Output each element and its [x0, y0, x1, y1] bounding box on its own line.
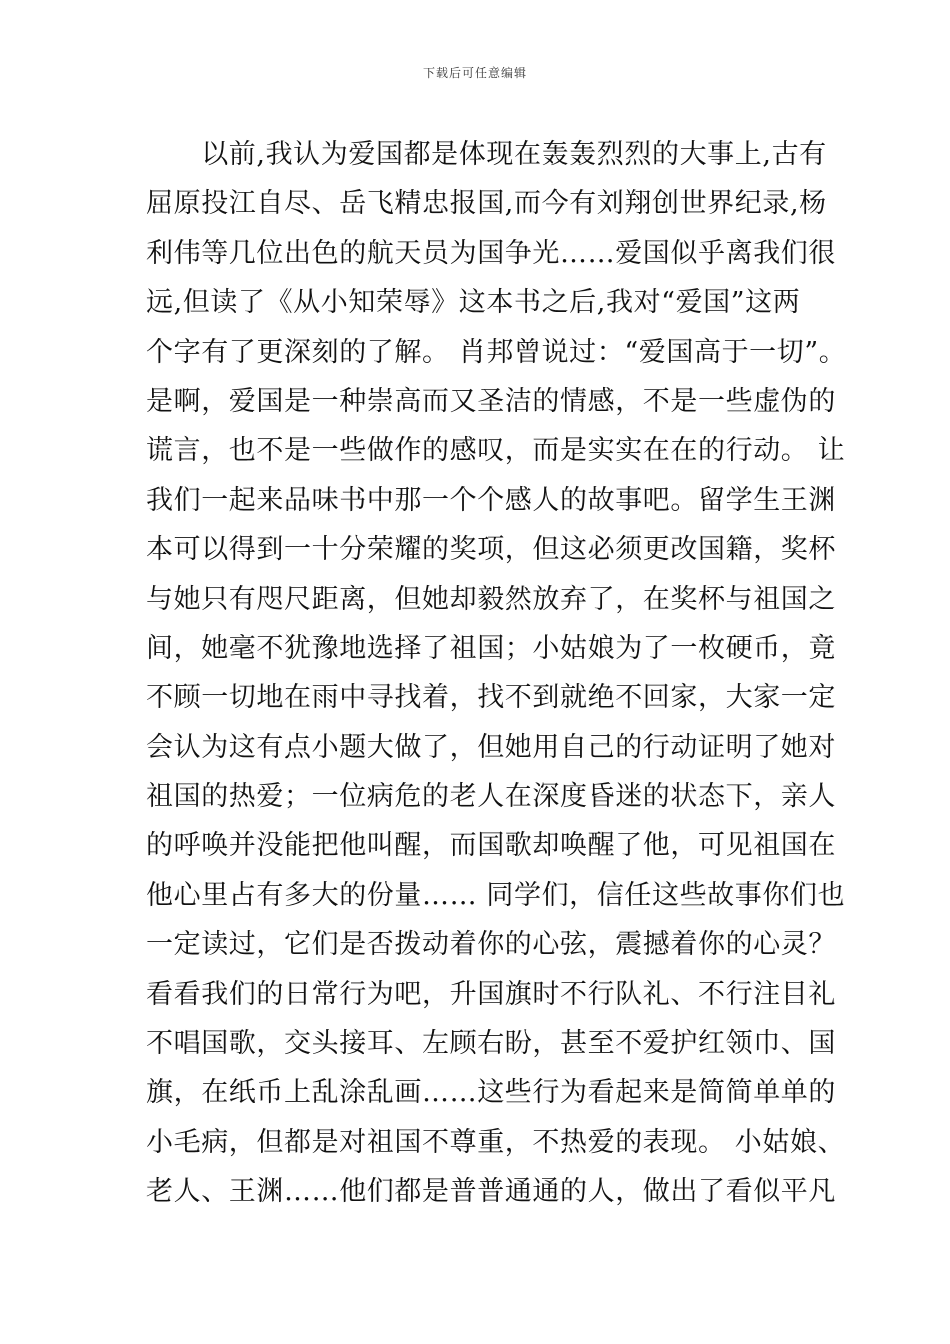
essay-line: 与她只有咫尺距离，但她却毅然放弃了，在奖杯与祖国之 — [146, 583, 836, 615]
essay-line: 是啊，爱国是一种崇高而又圣洁的情感，不是一些虚伪的 — [146, 385, 836, 417]
essay-line: 旗，在纸币上乱涂乱画……这些行为看起来是简简单单的 — [146, 1077, 836, 1109]
essay-line: 谎言，也不是一些做作的感叹，而是实实在在的行动。 让 — [146, 435, 846, 467]
essay-line: 远,但读了《从小知荣辱》这本书之后,我对“爱国”这两 — [146, 287, 801, 319]
essay-line: 个字有了更深刻的了解。 肖邦曾说过：“爱国高于一切”。 — [146, 336, 847, 368]
essay-line: 本可以得到一十分荣耀的奖项，但这必须更改国籍，奖杯 — [146, 534, 836, 566]
essay-line: 利伟等几位出色的航天员为国争光……爱国似乎离我们很 — [146, 237, 836, 269]
essay-line: 看看我们的日常行为吧，升国旗时不行队礼、不行注目礼 — [146, 978, 836, 1010]
essay-line: 间，她毫不犹豫地选择了祖国；小姑娘为了一枚硬币，竟 — [146, 632, 836, 664]
header-note: 下载后可任意编辑 — [422, 66, 527, 80]
essay-line: 的呼唤并没能把他叫醒，而国歌却唤醒了他，可见祖国在 — [146, 830, 836, 862]
essay-body — [146, 130, 847, 1217]
essay-line: 他心里占有多大的份量…… 同学们，信任这些故事你们也 — [146, 879, 846, 911]
essay-line: 不唱国歌，交头接耳、左顾右盼，甚至不爱护红领巾、国 — [146, 1028, 836, 1060]
essay-line: 一定读过，它们是否拨动着你的心弦，震撼着你的心灵？ — [146, 929, 836, 961]
essay-line: 以前,我认为爱国都是体现在轰轰烈烈的大事上,古有 — [146, 139, 827, 170]
essay-line: 我们一起来品味书中那一个个感人的故事吧。留学生王渊 — [146, 484, 836, 516]
essay-line: 祖国的热爱；一位病危的老人在深度昏迷的状态下，亲人 — [146, 781, 836, 813]
essay-line: 屈原投江自尽、岳飞精忠报国,而今有刘翔创世界纪录,杨 — [146, 188, 827, 220]
essay-line: 老人、王渊……他们都是普普通通的人，做出了看似平凡 — [146, 1176, 836, 1208]
essay-line: 不顾一切地在雨中寻找着，找不到就绝不回家，大家一定 — [146, 682, 836, 714]
essay-line: 小毛病，但都是对祖国不尊重，不热爱的表现。 小姑娘、 — [146, 1126, 846, 1158]
essay-line: 会认为这有点小题大做了，但她用自己的行动证明了她对 — [146, 731, 836, 763]
